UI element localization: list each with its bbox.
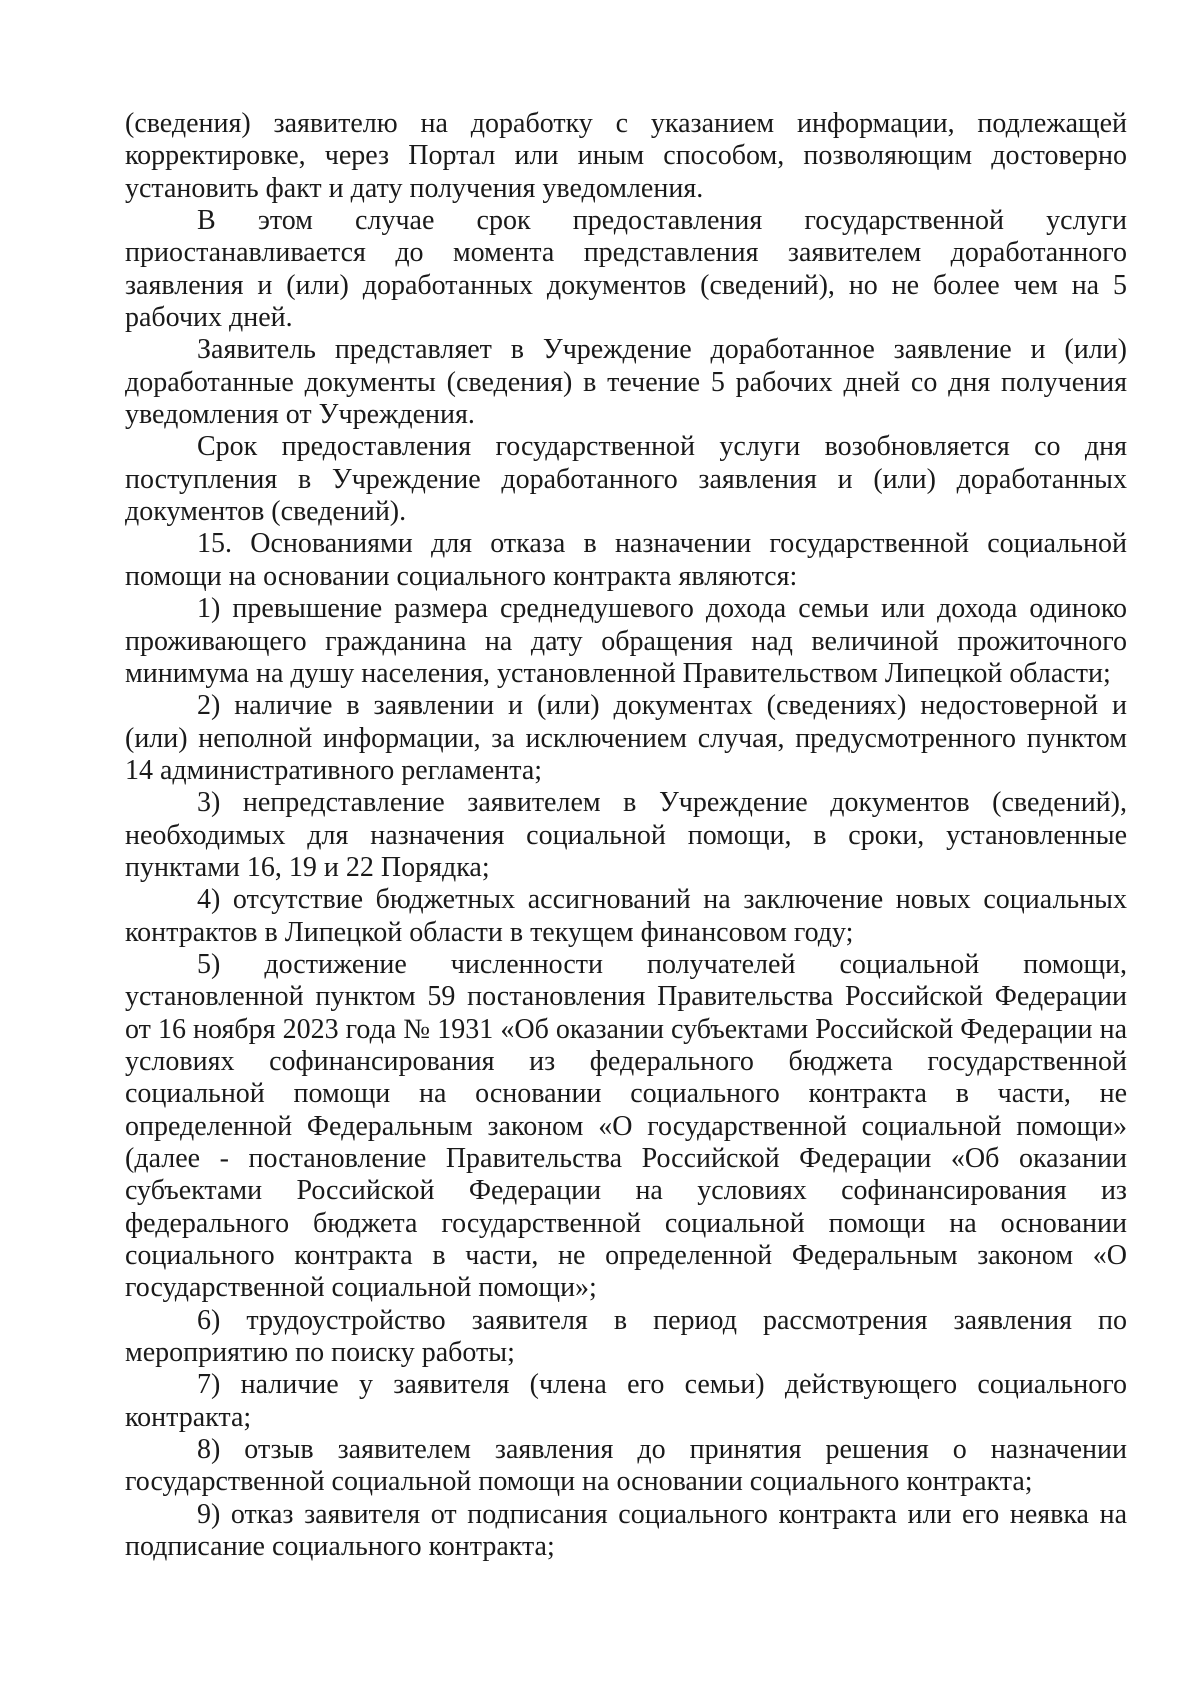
paragraph-continuation: (сведения) заявителю на доработку с указанием информации, подлежащей корректировке, через Портал или иным способом, позволяющим достоверно установить факт и дату получения уведомления. — [125, 108, 1127, 204]
paragraph-item-15: 15. Основаниями для отказа в назначении государственной социальной помощи на основании социального контракта являются: — [125, 528, 1127, 592]
paragraph-suspension: В этом случае срок предоставления государственной услуги приостанавливается до момента представления заявителем доработанного заявления и (или) доработанных документов (сведений), но не более чем на 5 рабочих дней. — [125, 205, 1127, 334]
list-item-8: 8) отзыв заявителем заявления до принятия решения о назначении государственной социальной помощи на основании социального контракта; — [125, 1434, 1127, 1498]
list-item-4: 4) отсутствие бюджетных ассигнований на заключение новых социальных контрактов в Липецкой области в текущем финансовом году; — [125, 884, 1127, 948]
list-item-7: 7) наличие у заявителя (члена его семьи) действующего социального контракта; — [125, 1369, 1127, 1433]
paragraph-resumption: Срок предоставления государственной услуги возобновляется со дня поступления в Учреждение доработанного заявления и (или) доработанных документов (сведений). — [125, 431, 1127, 528]
list-item-1: 1) превышение размера среднедушевого дохода семьи или дохода одиноко проживающего гражданина на дату обращения над величиной прожиточного минимума на душу населения, установленной Правительством Липецкой области; — [125, 593, 1127, 689]
list-item-3: 3) непредставление заявителем в Учреждение документов (сведений), необходимых для назначения социальной помощи, в сроки, установленные пунктами 16, 19 и 22 Порядка; — [125, 787, 1127, 883]
paragraph-resubmission: Заявитель представляет в Учреждение доработанное заявление и (или) доработанные документы (сведения) в течение 5 рабочих дней со дня получения уведомления от Учреждения. — [125, 334, 1127, 431]
list-item-9: 9) отказ заявителя от подписания социального контракта или его неявка на подписание социального контракта; — [125, 1498, 1127, 1563]
list-item-6: 6) трудоустройство заявителя в период рассмотрения заявления по мероприятию по поиску работы; — [125, 1304, 1127, 1369]
list-item-2: 2) наличие в заявлении и (или) документах (сведениях) недостоверной и (или) неполной информации, за исключением случая, предусмотренного пунктом 14 административного регламента; — [125, 690, 1127, 786]
document-page — [125, 108, 1127, 1563]
list-item-5: 5) достижение численности получателей социальной помощи, установленной пунктом 59 постановления Правительства Российской Федерации от 16 ноября 2023 года № 1931 «Об оказании субъектами Российской Федерации на условиях софинансирования из федерального бюджета государственной социальной помощи на основании социального контракта в части, не определенной Федеральным законом «О государственной социальной помощи» (далее - постановление Правительства Российской Федерации «Об оказании субъектами Российской Федерации на условиях софинансирования из федерального бюджета государственной социальной помощи на основании социального контракта в части, не определенной Федеральным законом «О государственной социальной помощи»; — [125, 948, 1127, 1304]
